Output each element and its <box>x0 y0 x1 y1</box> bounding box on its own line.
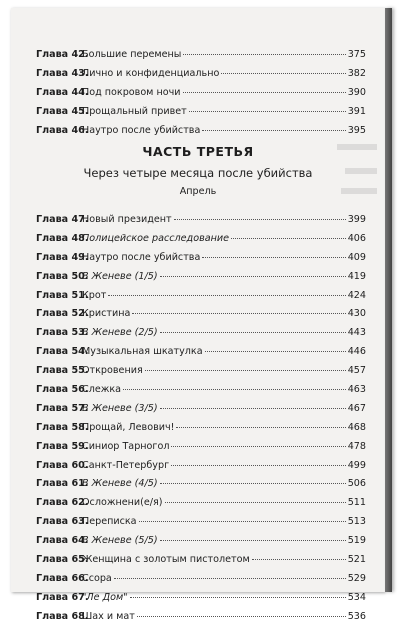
toc-entry <box>36 419 366 438</box>
dot-leader <box>108 295 345 296</box>
dot-leader <box>205 351 346 352</box>
page-number: 519 <box>347 535 366 547</box>
toc-entry <box>36 570 366 589</box>
toc-entry <box>36 343 366 362</box>
chapter-title: В Женеве (5/5) <box>82 535 158 547</box>
chapter-title: Под покровом ночи <box>82 86 181 98</box>
chapter-label: Глава 47. <box>36 214 89 225</box>
toc-list-bottom <box>36 211 366 627</box>
dot-leader <box>160 276 346 277</box>
chapter-label: Глава 55. <box>36 365 89 377</box>
dot-leader <box>160 408 346 409</box>
toc-entry <box>36 457 366 476</box>
page-number: 463 <box>347 384 366 396</box>
book-page <box>11 8 385 622</box>
chapter-label: Глава 54. <box>36 346 89 358</box>
chapter-title: Наутро после убийства <box>82 124 201 136</box>
toc-entry <box>36 608 366 627</box>
chapter-title: Новый президент <box>82 214 172 225</box>
chapter-label: Глава 51. <box>36 289 89 301</box>
chapter-label: Глава 64. <box>36 535 89 547</box>
dot-leader <box>160 483 346 484</box>
chapter-title: Лично и конфиденциально <box>82 67 220 79</box>
page-number: 395 <box>347 124 366 136</box>
chapter-label: Глава 61. <box>36 478 89 490</box>
toc-entry <box>36 513 366 532</box>
dot-leader <box>176 427 345 428</box>
toc-entry <box>36 494 366 513</box>
page-number: 424 <box>347 289 366 301</box>
toc-entry <box>36 400 366 419</box>
chapter-label: Глава 46. <box>36 124 89 136</box>
chapter-label: Глава 49. <box>36 251 89 263</box>
page-number: 529 <box>347 572 366 584</box>
dot-leader <box>160 540 346 541</box>
page-number: 478 <box>347 440 366 452</box>
toc-entry <box>36 305 366 324</box>
toc-entry <box>36 287 366 306</box>
page-number: 513 <box>347 516 366 528</box>
chapter-title: Ссора <box>82 572 112 584</box>
chapter-label: Глава 65. <box>36 554 89 566</box>
chapter-label: Глава 59. <box>36 440 89 452</box>
page-number: 419 <box>347 270 366 282</box>
toc-entry <box>36 551 366 570</box>
chapter-title: Переписка <box>82 516 137 528</box>
page-number: 382 <box>347 67 366 79</box>
page-number: 409 <box>347 251 366 263</box>
chapter-label: Глава 56. <box>36 384 89 396</box>
page-number: 446 <box>347 346 366 358</box>
chapter-title: Женщина с золотым пистолетом <box>82 554 250 566</box>
dot-leader <box>171 465 346 466</box>
toc-entry <box>36 268 366 287</box>
chapter-title: В Женеве (1/5) <box>82 270 158 282</box>
page-number: 536 <box>347 610 366 622</box>
toc-entry <box>36 532 366 551</box>
page-number: 534 <box>347 591 366 603</box>
chapter-label: Глава 62. <box>36 497 89 509</box>
toc-entry <box>36 475 366 494</box>
toc-entry <box>36 84 366 103</box>
toc-entry <box>36 324 366 343</box>
chapter-label: Глава 48. <box>36 232 89 244</box>
toc-entry <box>36 249 366 268</box>
chapter-title: Прощальный привет <box>82 105 187 117</box>
toc-entry <box>36 65 366 84</box>
chapter-label: Глава 68. <box>36 610 89 622</box>
dot-leader <box>189 111 346 112</box>
page-number: 499 <box>347 459 366 471</box>
dot-leader <box>123 389 346 390</box>
chapter-label: Глава 66. <box>36 572 89 584</box>
dot-leader <box>114 578 346 579</box>
chapter-title: "Ле Дом" <box>82 591 128 603</box>
chapter-title: Слежка <box>82 384 122 396</box>
toc-entry <box>36 381 366 400</box>
chapter-title: Крот <box>82 289 107 301</box>
chapter-title: Музыкальная шкатулка <box>82 346 203 358</box>
dot-leader <box>183 54 345 55</box>
dot-leader <box>202 130 345 131</box>
page-number: 399 <box>347 214 366 225</box>
page-number: 390 <box>347 86 366 98</box>
chapter-title: Наутро после убийства <box>82 251 201 263</box>
chapter-label: Глава 45. <box>36 105 89 117</box>
chapter-label: Глава 43. <box>36 67 89 79</box>
toc-entry <box>36 438 366 457</box>
toc-entry <box>36 122 366 141</box>
dot-leader <box>165 502 346 503</box>
dot-leader <box>171 446 345 447</box>
page-number: 521 <box>347 554 366 566</box>
dot-leader <box>160 332 346 333</box>
chapter-title: Большие перемены <box>82 49 182 60</box>
chapter-title: В Женеве (4/5) <box>82 478 158 490</box>
chapter-title: Шах и мат <box>82 610 135 622</box>
chapter-title: Кристина <box>82 308 131 320</box>
chapter-label: Глава 60. <box>36 459 89 471</box>
toc-list-top <box>36 46 366 140</box>
dot-leader <box>174 219 346 220</box>
chapter-label: Глава 52. <box>36 308 89 320</box>
dot-leader <box>252 559 346 560</box>
dot-leader <box>231 238 346 239</box>
toc-entry <box>36 230 366 249</box>
toc-entry <box>36 211 366 230</box>
chapter-label: Глава 58. <box>36 421 89 433</box>
dot-leader <box>202 257 345 258</box>
dot-leader <box>139 521 346 522</box>
page-number: 467 <box>347 402 366 414</box>
dot-leader <box>221 73 345 74</box>
dot-leader <box>137 616 346 617</box>
chapter-label: Глава 67. <box>36 591 89 603</box>
page-number: 511 <box>347 497 366 509</box>
chapter-label: Глава 42. <box>36 49 89 60</box>
toc-entry <box>36 362 366 381</box>
chapter-label: Глава 57. <box>36 402 89 414</box>
page-number: 468 <box>347 421 366 433</box>
page-number: 391 <box>347 105 366 117</box>
part-subtitle: Через четыре месяца после убийства <box>83 166 313 180</box>
toc-entry <box>36 589 366 608</box>
dot-leader <box>183 92 346 93</box>
chapter-label: Глава 53. <box>36 327 89 339</box>
page-number: 457 <box>347 365 366 377</box>
chapter-title: Откровения <box>82 365 143 377</box>
chapter-label: Глава 63. <box>36 516 89 528</box>
chapter-title: Синиор Тарногол <box>82 440 170 452</box>
page-number: 443 <box>347 327 366 339</box>
chapter-title: Осложнени(е/я) <box>82 497 163 509</box>
chapter-label: Глава 50. <box>36 270 89 282</box>
dot-leader <box>145 370 346 371</box>
dot-leader <box>132 313 345 314</box>
chapter-title: Санкт-Петербург <box>82 459 170 471</box>
chapter-label: Глава 44. <box>36 86 89 98</box>
chapter-title: В Женеве (2/5) <box>82 327 158 339</box>
chapter-title: Прощай, Левович! <box>82 421 175 433</box>
chapter-title: В Женеве (3/5) <box>82 402 158 414</box>
toc-entry <box>36 103 366 122</box>
page-number: 506 <box>347 478 366 490</box>
dot-leader <box>130 597 346 598</box>
toc-entry <box>36 46 366 65</box>
part-month: Апрель <box>179 186 217 197</box>
part-title: ЧАСТЬ ТРЕТЬЯ <box>142 144 254 159</box>
chapter-title: Полицейское расследование <box>82 232 230 244</box>
page-number: 406 <box>347 232 366 244</box>
page-number: 430 <box>347 308 366 320</box>
page-number: 375 <box>347 49 366 60</box>
